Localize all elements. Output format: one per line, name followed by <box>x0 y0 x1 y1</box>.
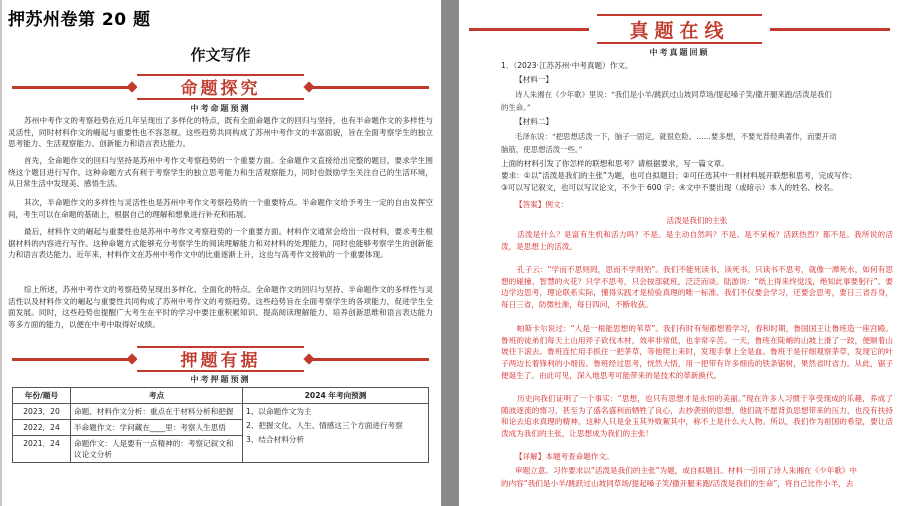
section-banner-proposition <box>12 74 429 100</box>
prediction-table <box>12 387 429 463</box>
page-title: 押苏州卷第 20 题 <box>8 10 151 30</box>
banner-caption: 中考真题回顾 <box>649 48 710 57</box>
section-banner-real-exam <box>469 14 890 44</box>
table-header-row <box>13 388 429 404</box>
left-page <box>0 0 441 506</box>
prompt-line: ③可以写记叙文，也可以写议论文，不少于 600 字；④文中不要出现（或暗示）本人的姓名、校名。 <box>501 183 838 192</box>
prompt-line: 要求：①以“活泼是我们的主张”为题，也可自拟题目；②可任选其中一则材料展开联想和思考，完成写作； <box>501 171 857 180</box>
point-cell: 命题作文：人是要有一点精神的：考察记叙文和议论文分析 <box>71 436 243 463</box>
prediction-item: 2、把握文化、人生、情感这三个方面进行考察 <box>246 421 403 430</box>
material-text: 诗人朱湘在《少年歌》里说：“我们是小羊/跳跃过山坡同草场/提起嗓子笑/撒开腿来跑/活泼是我们 <box>515 90 832 99</box>
table-header: 年份/题号 <box>13 388 71 404</box>
analysis-line: 的内容“我们是小羊/跳跃过山坡同草场/提起嗓子笑/撒开腿来跑/活泼是我们的生命”，将自己比作小羊，去 <box>501 479 854 488</box>
prediction-item: 1、以命题作文为主 <box>246 407 312 416</box>
year-cell: 2022．24 <box>13 420 71 436</box>
essay-paragraph: 活泼是什么？是富有生机和活力吗？不是。是主动自然吗？不是。是不呆板？活跃热烈？都不是。我所说的活泼，是思想上的活泼。 <box>501 230 893 251</box>
paragraph: 首先，全命题作文的回归与坚持是苏州中考作文考察趋势的一个重要方面。全命题作文直接给出完整的题目，要求学生围绕这个题目进行写作。这种命题方式有利于考察学生的独立思考能力和生活观察能力，同时也鼓励学生关注自己的生活环境，从日常生活中发现美、感悟生活。 <box>8 156 433 188</box>
point-cell: 命题、材料作文分析：重点在于材料分析和把握 <box>71 404 243 420</box>
analysis-label: 【详解】本题考查命题作文。 <box>515 452 614 461</box>
prediction-cell <box>243 404 429 463</box>
point-cell: 半命题作文：学问藏在____里：考察人生思悟 <box>71 420 243 436</box>
table-header: 2024 年考向预测 <box>243 388 429 404</box>
section-banner-prediction <box>12 346 429 372</box>
paragraph: 苏州中考作文的考察趋势在近几年呈现出了多样化的特点，既有全面命题作文的回归与坚持，也有半命题作文的多样性与灵活性，同时材料作文的崛起与重要性也不容忽视。这些趋势共同构成了苏州中考作文的丰富面貌，旨在全面考察学生的独立思考能力、生活观察能力、创新能力和语言表达能力。 <box>8 116 433 148</box>
analysis-line: 审题立意。习作要求以“活泼是我们的主张”为题，或自拟题目。材料一引用了诗人朱湘在《少年歌》中 <box>515 466 857 475</box>
banner-label: 命题探究 <box>137 74 304 100</box>
paragraph: 最后，材料作文的崛起与重要性也是苏州中考作文考察趋势的一个重要方面。材料作文通常会给出一段材料，要求考生根据材料的内容进行写作。这种命题方式能够充分考察学生的阅读理解能力和对材料的处理能力，同时也能够考察学生的创新能力和语言表达能力。近年来，材料作文在苏州中考作文中的比重逐渐上升，这也与高考作文接轨的一个重要体现。 <box>8 227 433 259</box>
section-title: 作文写作 <box>190 46 251 64</box>
page-gutter <box>441 0 459 506</box>
material-text: 脑筋，使思想活泼一些。” <box>501 145 583 154</box>
paragraph: 综上所述，苏州中考作文的考察趋势呈现出多样化、全面化的特点。全命题作文的回归与坚持、半命题作文的多样性与灵活性以及材料作文的崛起与重要性共同构成了苏州中考作文的考察趋势。这些趋势旨在全面考察学生的各项能力，促进学生全面发展。同时，这些趋势也提醒广大考生在平时的学习中要注重积累知识、提高阅读理解能力、培养创新思维和语言表达能力等多方面的能力，以便在中考中取得好成绩。 <box>8 285 433 329</box>
material-text: 毛泽东说：“把思想活泼一下，脑子一固定，就很危险。……要多想，不要光背经典著作，而要开动 <box>515 132 837 141</box>
page-edge <box>0 0 2 506</box>
year-cell: 2023．20 <box>13 404 71 420</box>
prediction-item: 3、结合材料分析 <box>246 435 304 444</box>
material-label: 【材料一】 <box>515 75 553 84</box>
essay-paragraph: 帕斯卡尔说过：“人是一根能思想的苇草”。我们有时有刻都想着学习，春和时期，鲁国国王让鲁班造一座宫殿。鲁班的徒弟们每天上山用斧子砍伐木材，效率非常低，也非常辛苦。一天，鲁班在陡峭的山坡上滑了一跤，便顺着山坡往下滚去。鲁班连忙用手抓住一把茅草，等他爬上来时，发现手掌上全是血。鲁班于是仔细观察茅草，发现它的叶子两边长着锋利的小细齿。鲁班经过思考，恍然大悟，用一把带有许多细齿的铁条锯树，果然省时省力。从此，锯子便诞生了。由此可见，深入地思考可能带来的是技术的革新换代。 <box>501 324 893 380</box>
banner-caption: 中考命题预测 <box>190 104 251 113</box>
right-page <box>459 0 900 506</box>
essay-title: 活泼是我们的主张 <box>666 216 728 225</box>
essay-paragraph: 孔子云：“学而不思则罔，思而不学则殆”。我们不能死读书，读死书。只读书不思考，就像一潭死水，如何有思想的碰撞、智慧的火花？只学不思考，只会按部就班，泛泛而谈。陆游说：“纸上得来终觉浅，绝知此事要躬行”。要边学边思考，理论联系实际，懂得实践才是检验真理的唯一标准。我们不仅要会学习，还要会思考，要日三省吾身，每日三省，防微杜渐，每日四问，不断收获。 <box>501 265 893 310</box>
material-label: 【材料二】 <box>515 117 553 126</box>
banner-caption: 中考押题预测 <box>190 375 251 384</box>
answer-label: 【答案】例文： <box>515 200 569 209</box>
banner-label: 真题在线 <box>597 14 762 44</box>
table-header: 考点 <box>71 388 243 404</box>
paragraph: 其次，半命题作文的多样性与灵活性也是苏州中考作文考察趋势的一个重要特点。半命题作文给予考生一定的自由发挥空间，考生可以在命题的基础上，根据自己的理解和想象进行补充和拓展。 <box>8 198 433 219</box>
banner-label: 押题有据 <box>137 346 304 372</box>
essay-paragraph: 历史向我们证明了一个事实：“思想，也只有思想才是永恒的美丽。”现在许多人习惯于享受现成的乐趣，养成了随波逐流的惰习，甚至为了盛名盛利而牺牲了良心，去抄袭别的思想，他们就不愿背负思想带来的压力，也没有扶持和论去追求真理的精神。这种人只是金玉其外败絮其中，称不上是什么大人物。所以，我们作为祖国的希望，要让活泼成为我们的主张，让思想成为我们的主张！ <box>501 394 893 439</box>
year-cell: 2021．24 <box>13 436 71 463</box>
question-line: 1．（2023·江苏苏州·中考真题）作文。 <box>501 61 633 70</box>
table-row <box>13 404 429 420</box>
prompt-line: 上面的材料引发了你怎样的联想和思考？请根据要求，写一篇文章。 <box>501 159 729 168</box>
material-text: 的生命。” <box>501 103 531 112</box>
